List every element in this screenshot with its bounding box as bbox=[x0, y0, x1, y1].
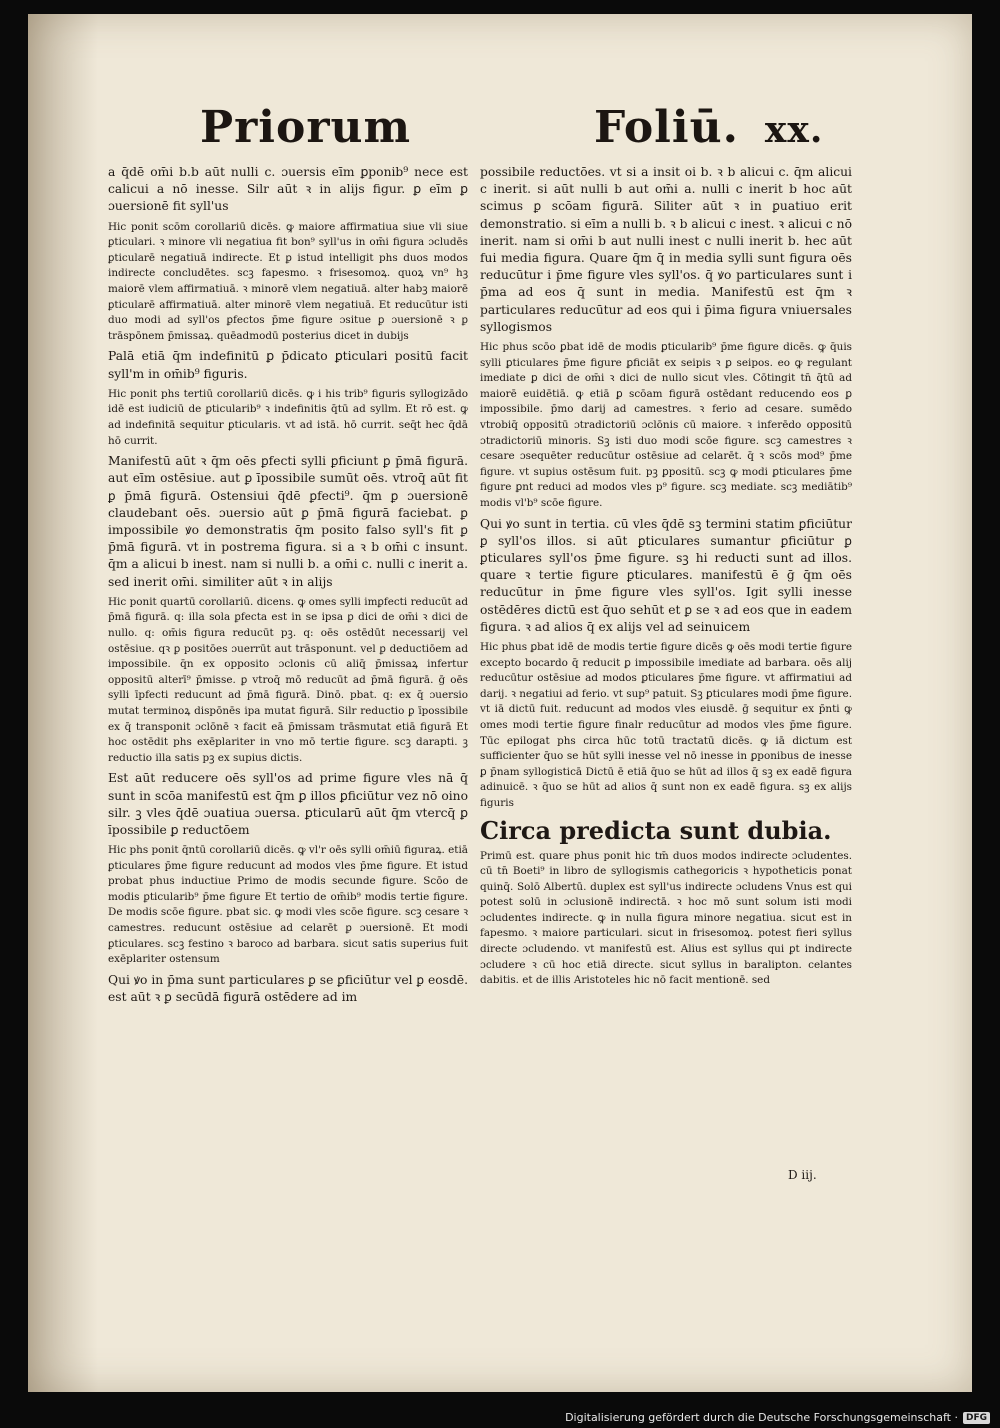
right-text-column bbox=[480, 164, 852, 1174]
book-page bbox=[28, 14, 972, 1392]
paragraph: Hic phus ꝑbat idē de modis tertie figure dicēs ꝙ oēs modi tertie figure excepto bocardo q̄ reducit ꝑ impossibile imediate ad barbara. oēs alij reducūtur ostēsiue ad modos ꝑticulares p̄me figure. vt affirmatiui ad darij. ꝛ negatiui ad ferio. vt sup⁹ patuit. Sꝫ ꝑticulares modi p̄me figure. vt iā dictū fuit. reducunt ad modos vles eiusdē. ḡ sequitur ex p̄nti ꝙ omes modi tertie figure finalr reducūtur ad modos vles p̄me figure. Tūc epilogat phs circa hūc totū tractatū dicēs. ꝙ iā dictum est sufficienter q̄uo se hūt sylli inesse vel nō inesse in ꝑponibus de inesse ꝑ p̄nam syllogisticā Dictū ē etiā q̄uo se hūt ad illos q̄ sꝫ ex eadē figura adinuicē. ꝛ q̄uo se hūt ad alios q̄ sunt non ex eadē figura. sꝫ ex alijs figuris bbox=[480, 640, 852, 809]
folio-number: xx. bbox=[764, 109, 824, 151]
paragraph: a q̄dē om̄i b.b aūt nulli c. ɔuersis eīm ꝑponib⁹ nece est calicui a nō inesse. Silr aūt ꝛ in alijs figur. ꝑ eīm ꝑ ɔuersionē fit syll'us bbox=[108, 165, 468, 214]
paragraph: Primū est. quare phus ponit hic tm̄ duos modos indirecte ɔcludentes. cū tn̄ Boeti⁹ in libro de syllogismis cathegoricis ꝛ hypotheticis ponat quinq̄. Solō Albertū. duplex est syll'us indirecte ɔcludens Vnus est qui potest solū in ɔclusionē indirectā. ꝛ hoc mō sunt solum isti modi ɔcludentes indirecte. ꝙ in nulla figura minore negatiua. sicut est in fapesmo. ꝛ maiore particulari. sicut in frisesomoꝝ. potest fieri syllus directe ɔcludendo. vt manifestū est. Alius est syllus qui ꝑt indirecte ɔcludere ꝛ cū hoc etiā directe. sicut syllus in baralipton. celantes dabitis. et de illis Aristoteles hic nō facit mentionē. sed bbox=[480, 849, 852, 987]
left-text-column bbox=[108, 164, 468, 1176]
footer-credit bbox=[565, 1411, 990, 1424]
running-title-right bbox=[594, 102, 823, 153]
paragraph: Hic phus scōo ꝑbat idē de modis ꝑticularib⁹ p̄me figure dicēs. ꝙ q̄uis sylli ꝑticulares p̄me figure ꝑficiāt ex seipis ꝛ ꝑ seipos. eo ꝙ regulant imediate ꝑ dici de om̄i ꝛ dici de nullo sicut vles. Cōtingit tn̄ q̄tū ad maiorē euidētiā. ꝙ etiā ꝑ scōam figurā ostēdant reducendo eos ꝑ impossibile. p̄mo darij ad camestres. ꝛ ferio ad cesare. sumēdo vtrobiq̄ oppositū ɔtradictoriū ɔclōnis cū maiore. ꝛ inferēdo oppositū ɔtradictoriū minoris. Sꝫ isti duo modi scōe figure. scꝫ camestres ꝛ cesare ɔsequēter reducūtur ostēsiue ad celarēt. q̄ ꝛ scōs mod⁹ p̄me figure. vt supius ostēsum fuit. pꝫ ꝑpositū. scꝫ ꝙ modi ꝑticulares p̄me figure ꝑnt reduci ad modos vles p⁹ figure. scꝫ mediate. scꝫ mediātib⁹ modis vl'b⁹ scōe figure. bbox=[480, 341, 852, 509]
paragraph: possibile reductōes. vt si a insit oi b. ꝛ b alicui c. q̄m alicui c inerit. si aūt nulli b aut om̄i a. nulli c inerit b hoc aūt scimus ꝑ scōam figurā. Siliter aūt ꝛ in ꝑuatiuo erit demonstratio. si eīm a nulli b. ꝛ b alicui c inest. ꝛ alicui c nō inerit. nam si om̄i b aut nulli inest c nulli inerit b. hec aūt fui media figura. Quare q̄m q̄ in media sylli sunt figura oēs reducūtur i p̄me figure vles syll'os. q̄ ꝟo particulares sunt i p̄ma ad eos q̄ sunt in media. Manifestū est q̄m ꝛ particulares reducūtur ad eos qui i p̄ima figura vniuersales syllogismos bbox=[480, 165, 852, 334]
signature-mark: D iij. bbox=[788, 1168, 817, 1182]
paragraph: Hic ponit scōm corollariū dicēs. ꝙ maiore affirmatiua siue vli siue ꝑticulari. ꝛ minore vli negatiua fit bon⁹ syll'us in om̄i figura ɔcludēs ꝑticularē negatiuā indirecte. Et ꝑ istud intelligit phs duos modos indirecte concludētes. scꝫ fapesmo. ꝛ frisesomoꝝ. quoꝝ vn⁹ hꝫ maiorē vlem affirmatiuā. ꝛ minorē vlem negatiuā. alter habꝫ maiorē ꝑticularē affirmatiuā. alter minorē vlem negatiuā. Et reducūtur isti duo modi ad syll'os ꝑfectos p̄me figure ɔsitue ꝑ ɔuersionē ꝛ ꝑ trāspōnem p̄missaꝝ. quēadmodū posterius dicet in dubijs bbox=[108, 220, 468, 342]
paragraph: Est aūt reducere oēs syll'os ad prime figure vles nā q̄ sunt in scōa manifestū est q̄m ꝑ illos ꝑficiūtur vez nō oino silr. ꝫ vles q̄dē ɔuatiua ɔuersa. ꝑticularū aūt q̄m vtercq̄ ꝑ īpossibile ꝑ reductōem bbox=[108, 771, 468, 837]
paragraph: Manifestū aūt ꝛ q̄m oēs ꝑfecti sylli ꝑficiunt ꝑ p̄mā figurā. aut eīm ostēsiue. aut ꝑ īpossibile sumūt oēs. vtroq̄ aūt fit ꝑ p̄mā figurā. Ostensiui q̄dē ꝑfecti⁹. q̄m ꝑ ɔuersionē claudebant oēs. ɔuersio aūt ꝑ p̄mā figurā faciebat. ꝑ impossibile ꝟo demonstratis q̄m posito falso syll's fit ꝑ p̄mā figurā. vt in postrema figura. si a ꝛ b om̄i c insunt. q̄m a alicui b inest. nam si nulli b. a om̄i c. nulli c inerit a. sed inerit om̄i. similiter aūt ꝛ in alijs bbox=[108, 454, 468, 589]
folio-label: Foliū. bbox=[594, 102, 739, 153]
paragraph: Hic ponit quartū corollariū. dicens. ꝙ omes sylli imꝑfecti reducūt ad p̄mā figurā. q: illa sola ꝑfecta est in se ipsa ꝑ dici de om̄i ꝛ dici de nullo. q: om̄is figura reducūt pꝫ. q: oēs ostēdūt necessarij vel ostēsiue. qꝛ ꝑ positōes ɔuerrūt aut trāsponunt. vel ꝑ deductiōem ad impossibile. q̄n ex opposito ɔclonis cū aliq̄ p̄missaꝝ infertur oppositū alterī⁹ p̄misse. ꝑ vtroq̄ mō reducūt ad p̄mā figurā. ḡ oēs sylli īpfecti reducunt ad p̄mā figurā. Dinō. pbat. q: ex q̄ ɔuersio mutat terminoꝝ dispōnēs ipa mutat figurā. Silr reductio ꝑ īpossibile ex q̄ transponit ɔclōnē ꝛ facit eā p̄missam trāsmutat etiā figurā Et hoc ostēdit phs exēplariter in vno mō tertie figure. scꝫ darapti. ꝫ reductio illa satis pꝫ ex supius dictis. bbox=[108, 595, 468, 764]
section-heading: Circa predicta sunt dubia. bbox=[480, 815, 832, 845]
paragraph: Qui ꝟo sunt in tertia. cū vles q̄dē sꝫ termini statim ꝑficiūtur ꝑ syll'os illos. si aūt ꝑticulares sumantur ꝑficiūtur ꝑ ꝑticulares syll'os p̄me figure. sꝫ hi reducti sunt ad illos. quare ꝛ tertie figure ꝑticulares. manifestū ē ḡ q̄m oēs reducūtur in p̄me figure vles syll'os. Igit sylli inesse ostēdēres dictū est q̄uo sehūt et ꝑ se ꝛ ad eos que in eadem figura. ꝛ ad alios q̄ ex alijs vel ad seinuicem bbox=[480, 516, 852, 634]
paragraph: Hic ponit phs tertiū corollariū dicēs. ꝙ i his trib⁹ figuris syllogizādo idē est iudiciū de ꝑticularib⁹ ꝛ indefinitis q̄tū ad syllm. Et rō est. ꝙ ad indefinitā sequitur ꝑticularis. vt ad istā. hō currit. seq̄t hec q̄dā hō currit. bbox=[108, 387, 468, 447]
paragraph: Qui ꝟo in p̄ma sunt particulares ꝑ se ꝑficiūtur vel ꝑ eosdē. est aūt ꝛ ꝑ secūdā figurā ostēdere ad im bbox=[108, 972, 468, 1005]
paragraph: Hic phs ponit q̄ntū corollariū dicēs. ꝙ vl'r oēs sylli om̄iū figuraꝝ. etiā ꝑticulares p̄me figure reducunt ad modos vles p̄me figure. Et istud probat phus inductiue Primo de modis secunde figure. Scōo de modis ꝑticularib⁹ p̄me figure Et tertio de om̄ib⁹ modis tertie figure. De modis scōe figure. pbat sic. ꝙ modi vles scōe figure. scꝫ cesare ꝛ camestres. reducunt ostēsiue ad celarēt ꝑ ɔuersionē. Et modi ꝑticulares. scꝫ festino ꝛ baroco ad barbara. sicut satis superius fuit exēplariter ostensum bbox=[108, 844, 468, 966]
running-title-left: Priorum bbox=[200, 102, 412, 153]
paragraph: Palā etiā q̄m indefinitū ꝑ p̄dicato ꝑticulari positū facit syll'm in om̄ib⁹ figuris. bbox=[108, 349, 468, 381]
footer-text: Digitalisierung gefördert durch die Deutsche Forschungsgemeinschaft · bbox=[565, 1411, 958, 1424]
dfg-logo-icon: DFG bbox=[963, 1412, 990, 1424]
